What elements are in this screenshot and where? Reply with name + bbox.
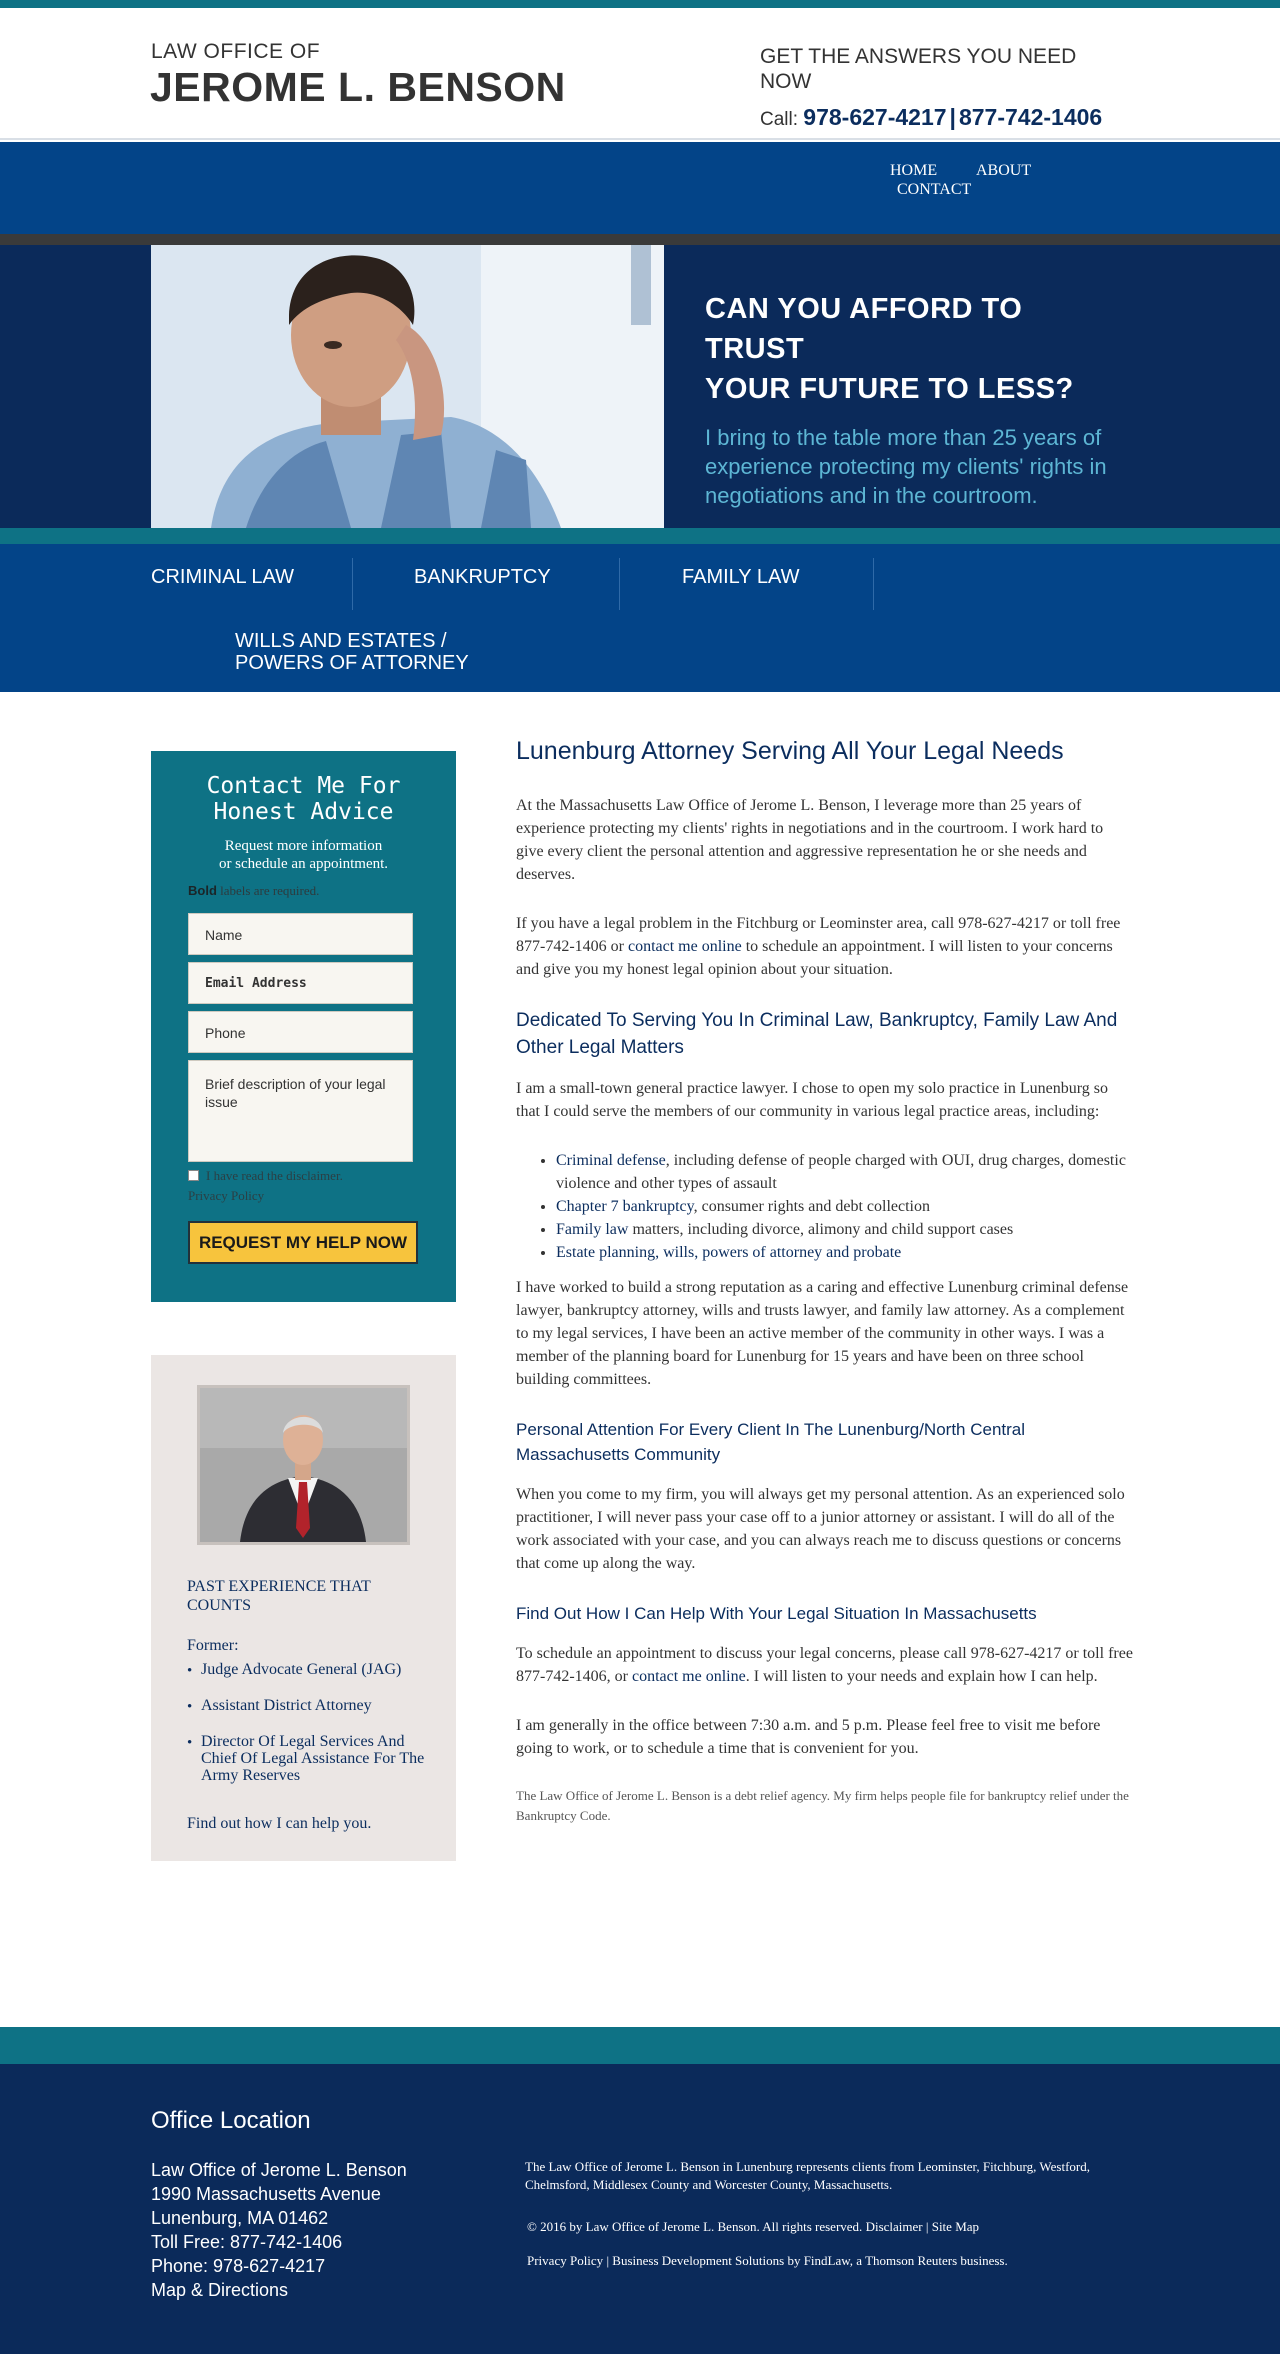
office-phone: Phone: 978-627-4217 xyxy=(151,2256,326,2276)
footer-disclaimer-link[interactable]: Disclaimer xyxy=(865,2219,923,2234)
bds-link[interactable]: Business Development Solutions xyxy=(612,2253,785,2268)
nav-about[interactable]: ABOUT xyxy=(976,162,1032,179)
practice-wills-line1: WILLS AND ESTATES / xyxy=(235,630,447,652)
contact-form-title xyxy=(151,773,456,825)
practice-list-item xyxy=(556,1149,1133,1195)
footer-privacy-link[interactable]: Privacy Policy xyxy=(527,2253,604,2268)
main-nav xyxy=(0,140,1280,234)
hero-photo xyxy=(151,245,664,528)
hero-headline xyxy=(705,289,1105,409)
schedule-paragraph-end: . I will listen to your needs and explain how I can help. xyxy=(745,1668,1098,1685)
contact-paragraph-end: to schedule an appointment. I will listen to your concerns and give you my honest legal opinion about your situation. xyxy=(516,938,1113,978)
disclaimer-checkbox[interactable] xyxy=(188,1170,199,1181)
description-field[interactable]: Brief description of your legal issue xyxy=(188,1060,413,1162)
thomson-text: , a Thomson Reuters business. xyxy=(849,2253,1008,2268)
bio-experience-list xyxy=(187,1661,427,1803)
checkbox-text: I have read the xyxy=(206,1168,287,1183)
bankruptcy-link[interactable]: Chapter 7 bankruptcy xyxy=(556,1198,694,1215)
practice-divider xyxy=(619,558,620,610)
header-tagline: GET THE ANSWERS YOU NEED NOW xyxy=(760,45,1077,93)
site-map-link[interactable]: Site Map xyxy=(931,2219,980,2234)
site-header xyxy=(0,8,1280,140)
attorney-photo-illustration xyxy=(200,1388,407,1542)
disclaimer-checkbox-label xyxy=(206,1168,343,1184)
required-rest: labels are required. xyxy=(216,883,320,898)
hero-headline-line2: YOUR FUTURE TO LESS? xyxy=(705,373,1074,405)
hero-banner xyxy=(0,245,1280,528)
copyright-text: © 2016 by xyxy=(527,2219,586,2234)
phone-separator: | xyxy=(949,104,956,130)
estate-planning-link[interactable]: Estate planning, wills, powers of attorney and probate xyxy=(556,1244,902,1261)
contact-form xyxy=(151,751,456,1302)
criminal-defense-link[interactable]: Criminal defense xyxy=(556,1152,666,1169)
section-heading-practice: Dedicated To Serving You In Criminal Law, Bankruptcy, Family Law And Other Legal Matters xyxy=(516,1010,1118,1058)
top-accent-bar xyxy=(0,0,1280,8)
bio-experience-item: • Assistant District Attorney xyxy=(187,1697,427,1714)
practice-list-item xyxy=(556,1218,1133,1241)
reputation-paragraph: I have worked to build a strong reputation as a caring and effective Lunenburg criminal defense lawyer, bankruptcy attorney, wills and trusts lawyer, and family law attorney. As a complement to my legal services, I have been an active member of the community in other ways. I was a member of the planning board for Lunenburg for 15 years and have been on three school building committees. xyxy=(516,1279,1129,1388)
debt-relief-notice: The Law Office of Jerome L. Benson is a debt relief agency. My firm helps people file for bankruptcy relief under the Bankruptcy Code. xyxy=(516,1788,1129,1823)
practice-bankruptcy[interactable]: BANKRUPTCY xyxy=(414,566,551,588)
practice-paragraph: I am a small-town general practice lawyer. I chose to open my solo practice in Lunenburg so that I could serve the members of our community in various legal practice areas, including: xyxy=(516,1080,1108,1120)
bio-title: PAST EXPERIENCE THAT COUNTS xyxy=(187,1578,371,1614)
footer-legal: Privacy Policy | Business Development Solutions by FindLaw, a Thomson Reuters business. xyxy=(527,2253,1008,2268)
footer-copyright: © 2016 by Law Office of Jerome L. Benson. All rights reserved. Disclaimer | Site Map xyxy=(527,2219,980,2234)
phone-local[interactable]: 978-627-4217 xyxy=(803,104,947,130)
phone-field[interactable]: Phone xyxy=(188,1011,413,1053)
hero-headline-line1: CAN YOU AFFORD TO TRUST xyxy=(705,293,1023,365)
submit-button[interactable]: REQUEST MY HELP NOW xyxy=(188,1221,418,1264)
practice-divider xyxy=(873,558,874,610)
main-content xyxy=(516,736,1133,1852)
name-field[interactable]: Name xyxy=(188,913,413,955)
intro-paragraph: At the Massachusetts Law Office of Jerome L. Benson, I leverage more than 25 years of experience protecting my clients' rights in negotiations and in the courtroom. I work hard to give every client the personal attention and aggressive representation he or she needs and deserves. xyxy=(516,797,1104,883)
header-call xyxy=(760,104,1102,131)
practice-list-item xyxy=(556,1241,1133,1264)
contact-form-subtitle xyxy=(151,837,456,873)
bio-panel xyxy=(151,1355,456,1861)
disclaimer-link[interactable]: disclaimer xyxy=(286,1168,340,1183)
contact-online-link-2[interactable]: contact me online xyxy=(631,1668,746,1685)
hero-bottom-strip xyxy=(0,528,1280,544)
footer-title: Office Location xyxy=(151,2107,311,2134)
nav-contact[interactable]: CONTACT xyxy=(897,181,972,198)
family-law-link[interactable]: Family law xyxy=(556,1221,629,1238)
practice-divider xyxy=(352,558,353,610)
email-field[interactable]: Email Address xyxy=(188,962,413,1004)
office-street: 1990 Massachusetts Avenue xyxy=(151,2184,381,2204)
bio-experience-item: • Judge Advocate General (JAG) xyxy=(187,1661,427,1678)
schedule-paragraph-start: To schedule an appointment to discuss your legal concerns, please call 978-627-4217 or toll free 877-742-1406, or xyxy=(516,1645,1133,1685)
privacy-policy-link[interactable] xyxy=(188,1188,264,1204)
logo-prefix[interactable]: LAW OFFICE OF xyxy=(151,40,321,63)
firm-link[interactable]: Law Office of Jerome L. Benson xyxy=(585,2219,757,2234)
practice-item-text: , including defense of people charged with OUI, drug charges, domestic violence and other types of assault xyxy=(556,1152,1126,1192)
office-address xyxy=(151,2158,407,2302)
hours-paragraph: I am generally in the office between 7:30 a.m. and 5 p.m. Please feel free to visit me before going to work, or to schedule a time that is convenient for you. xyxy=(516,1717,1101,1757)
hero-photo-illustration xyxy=(151,245,664,528)
privacy-link-text[interactable]: Privacy Policy xyxy=(188,1188,265,1203)
practice-family-law[interactable]: FAMILY LAW xyxy=(682,566,800,588)
contact-paragraph xyxy=(516,912,1133,981)
contact-sub-line1: Request more information xyxy=(224,838,383,854)
nav-home[interactable]: HOME xyxy=(890,162,938,179)
contact-title-line1: Contact Me For xyxy=(206,773,401,799)
page-title: Lunenburg Attorney Serving All Your Legal Needs xyxy=(516,737,1064,765)
practice-wills-estates[interactable] xyxy=(235,630,469,674)
logo-name[interactable]: JEROME L. BENSON xyxy=(150,64,566,110)
office-name: Law Office of Jerome L. Benson xyxy=(151,2160,407,2180)
practice-item-text: , consumer rights and debt collection xyxy=(693,1198,930,1215)
required-bold: Bold xyxy=(188,883,217,898)
practice-list-item xyxy=(556,1195,1133,1218)
office-city: Lunenburg, MA 01462 xyxy=(151,2208,329,2228)
help-link[interactable]: Find out how I can help you. xyxy=(187,1815,372,1832)
practice-list xyxy=(556,1149,1133,1264)
contact-paragraph-start: If you have a legal problem in the Fitchburg or Leominster area, call 978-627-4217 or toll free 877-742-1406 or xyxy=(516,915,1121,955)
main-section xyxy=(0,692,1280,2027)
attention-paragraph: When you come to my firm, you will always get my personal attention. As an experienced solo practitioner, I will never pass your case off to a junior attorney or assistant. I will do all of the work associated with your case, and you can always reach me to discuss questions or concerns that come up along the way. xyxy=(516,1486,1125,1572)
footer-top-strip xyxy=(0,2027,1280,2064)
required-note xyxy=(188,883,319,899)
hero-subtext: I bring to the table more than 25 years of experience protecting my clients' rights in negotiations and in the courtroom. xyxy=(705,425,1107,508)
practice-wills-line2: POWERS OF ATTORNEY xyxy=(235,652,469,674)
site-footer xyxy=(0,2064,1280,2354)
office-toll-free: Toll Free: 877-742-1406 xyxy=(151,2232,343,2252)
findlaw-link[interactable]: FindLaw xyxy=(803,2253,850,2268)
practice-criminal-law[interactable]: CRIMINAL LAW xyxy=(151,566,294,588)
nav-divider-strip xyxy=(0,234,1280,245)
call-label: Call: xyxy=(760,109,799,130)
map-directions-link[interactable]: Map & Directions xyxy=(151,2280,289,2300)
footer-about: The Law Office of Jerome L. Benson in Lunenburg represents clients from Leominster, Fitchburg, Westford, Chelmsford, Middlesex County and Worcester County, Massachusetts. xyxy=(525,2159,1090,2192)
bio-experience-item: • Director Of Legal Services And Chief Of Legal Assistance For The Army Reserves xyxy=(187,1733,427,1784)
rights-text: . All rights reserved. xyxy=(756,2219,866,2234)
section-heading-attention: Personal Attention For Every Client In The Lunenburg/North Central Massachusetts Community xyxy=(516,1420,1026,1464)
contact-sub-line2: or schedule an appointment. xyxy=(218,856,389,872)
bio-former-label: Former: xyxy=(187,1637,239,1654)
schedule-paragraph xyxy=(516,1642,1133,1688)
practice-area-nav xyxy=(0,544,1280,692)
checkbox-comma: . xyxy=(339,1168,343,1183)
section-heading-help: Find Out How I Can Help With Your Legal Situation In Massachusetts xyxy=(516,1604,1037,1623)
practice-item-text: matters, including divorce, alimony and child support cases xyxy=(628,1221,1014,1238)
contact-title-line2: Honest Advice xyxy=(213,799,394,825)
by-text: by xyxy=(784,2253,804,2268)
contact-online-link[interactable]: contact me online xyxy=(627,938,742,955)
phone-tollfree[interactable]: 877-742-1406 xyxy=(958,104,1103,130)
attorney-photo xyxy=(197,1385,410,1545)
